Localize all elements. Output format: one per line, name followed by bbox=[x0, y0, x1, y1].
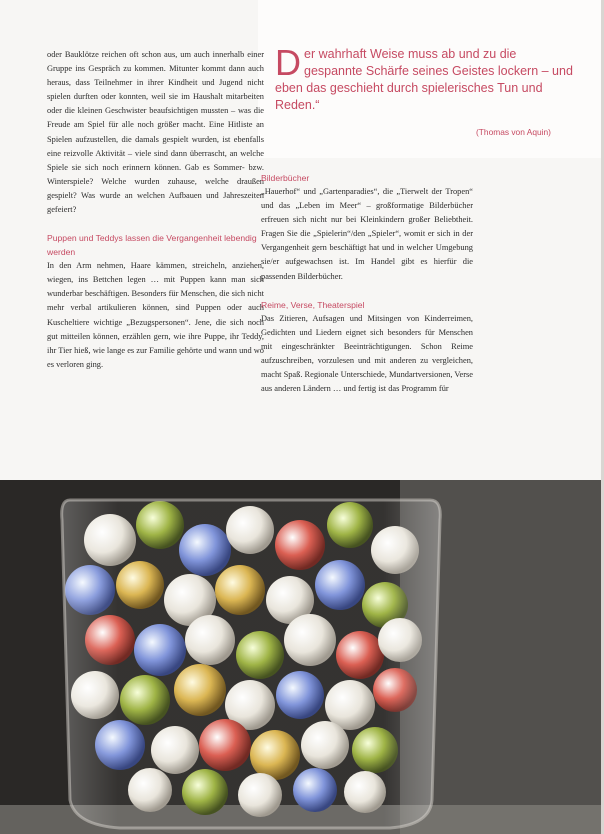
quote-dropcap: D bbox=[275, 42, 301, 83]
right-paragraph-1: „Hauerhof“ und „Gartenparadies“, die „Tierwelt der Tropen“ und das „Leben im Meer“ – großformatige Bilderbücher erfreuen sich nicht nur bei Kleinkindern großer Beliebtheit. Fragen Sie die „Spielerin“/den „Spieler“, womit er sich in der Vergangenheit gern beschäftigt hat und in welcher Umgebung sie/er aufgewachsen ist. Im Handel gibt es hierfür die passenden Bilderbücher. bbox=[261, 187, 473, 281]
quote-text: er wahrhaft Weise muss ab und zu die gespannte Schärfe seines Geistes lockern – und eben das geschieht durch spielerisches Tun und Reden.“ bbox=[275, 47, 573, 112]
section-heading-bilderbuecher: Bilderbücher bbox=[261, 173, 310, 183]
left-column bbox=[47, 48, 264, 372]
right-column bbox=[261, 171, 473, 396]
section-heading-reime: Reime, Verse, Theaterspiel bbox=[261, 299, 365, 310]
right-paragraph-2: Das Zitieren, Aufsagen und Mitsingen von Kinderreimen, Gedichten und Liedern eignet sich besonders für Menschen mit eingeschränkter Beeinträchtigungen. Schon Reime aufzuschreiben, vorzulesen und mit anderen zu vergleichen, macht Spaß. Regionale Unterschiede, Mundartversionen, Verse aus anderen Ländern … und fertig ist das Programm für bbox=[261, 313, 473, 394]
left-paragraph-2: In den Arm nehmen, Haare kämmen, streicheln, anziehen, wiegen, ins Bettchen legen … mit Puppen kann man sich wunderbar beschäftigen. Besonders für Menschen, die sich nicht mehr verbal artikulieren können, sind Puppen oder auch Kuscheltiere wichtige „Bezugspersonen“. Jene, die sich noch gut mitteilen können, erzählen gern, wie ihre Puppe, ihr Teddy, ihr Tier hieß, wie lange es zur Familie gehörte und wann und wo es verloren ging. bbox=[47, 261, 264, 369]
pull-quote bbox=[275, 42, 575, 114]
marbles-photo bbox=[0, 480, 604, 834]
quote-author: (Thomas von Aquin) bbox=[476, 127, 551, 137]
jar-of-marbles-icon bbox=[0, 480, 604, 834]
jar-outline bbox=[62, 500, 441, 828]
section-heading-puppen: Puppen und Teddys lassen die Vergangenheit lebendig werden bbox=[47, 233, 257, 258]
left-paragraph-1: oder Bauklötze reichen oft schon aus, um auch innerhalb einer Gruppe ins Gespräch zu kommen. Mitunter kommt dann auch heraus, dass Teilnehmer in ihrer Kindheit und Jugend nicht spielen durften oder konnten, weil sie im Haushalt mitarbeiten oder die kleinen Geschwister beaufsichtigen mussten – was die Freude am Spiel für alle noch größer macht. Eine Hitliste an Spielen aufzustellen, die damals gespielt wurden, ist ebenfalls eine reizvolle Aktivität – viele sind dann überrascht, an welche Spiele sie sich noch erinnern können. Gab es Sommer- bzw. Winterspiele? Welche wurden zuhause, welche draußen gespielt? Was wurde an welchen Aufbauen und Jahreszeiten gefeiert? bbox=[47, 50, 264, 215]
